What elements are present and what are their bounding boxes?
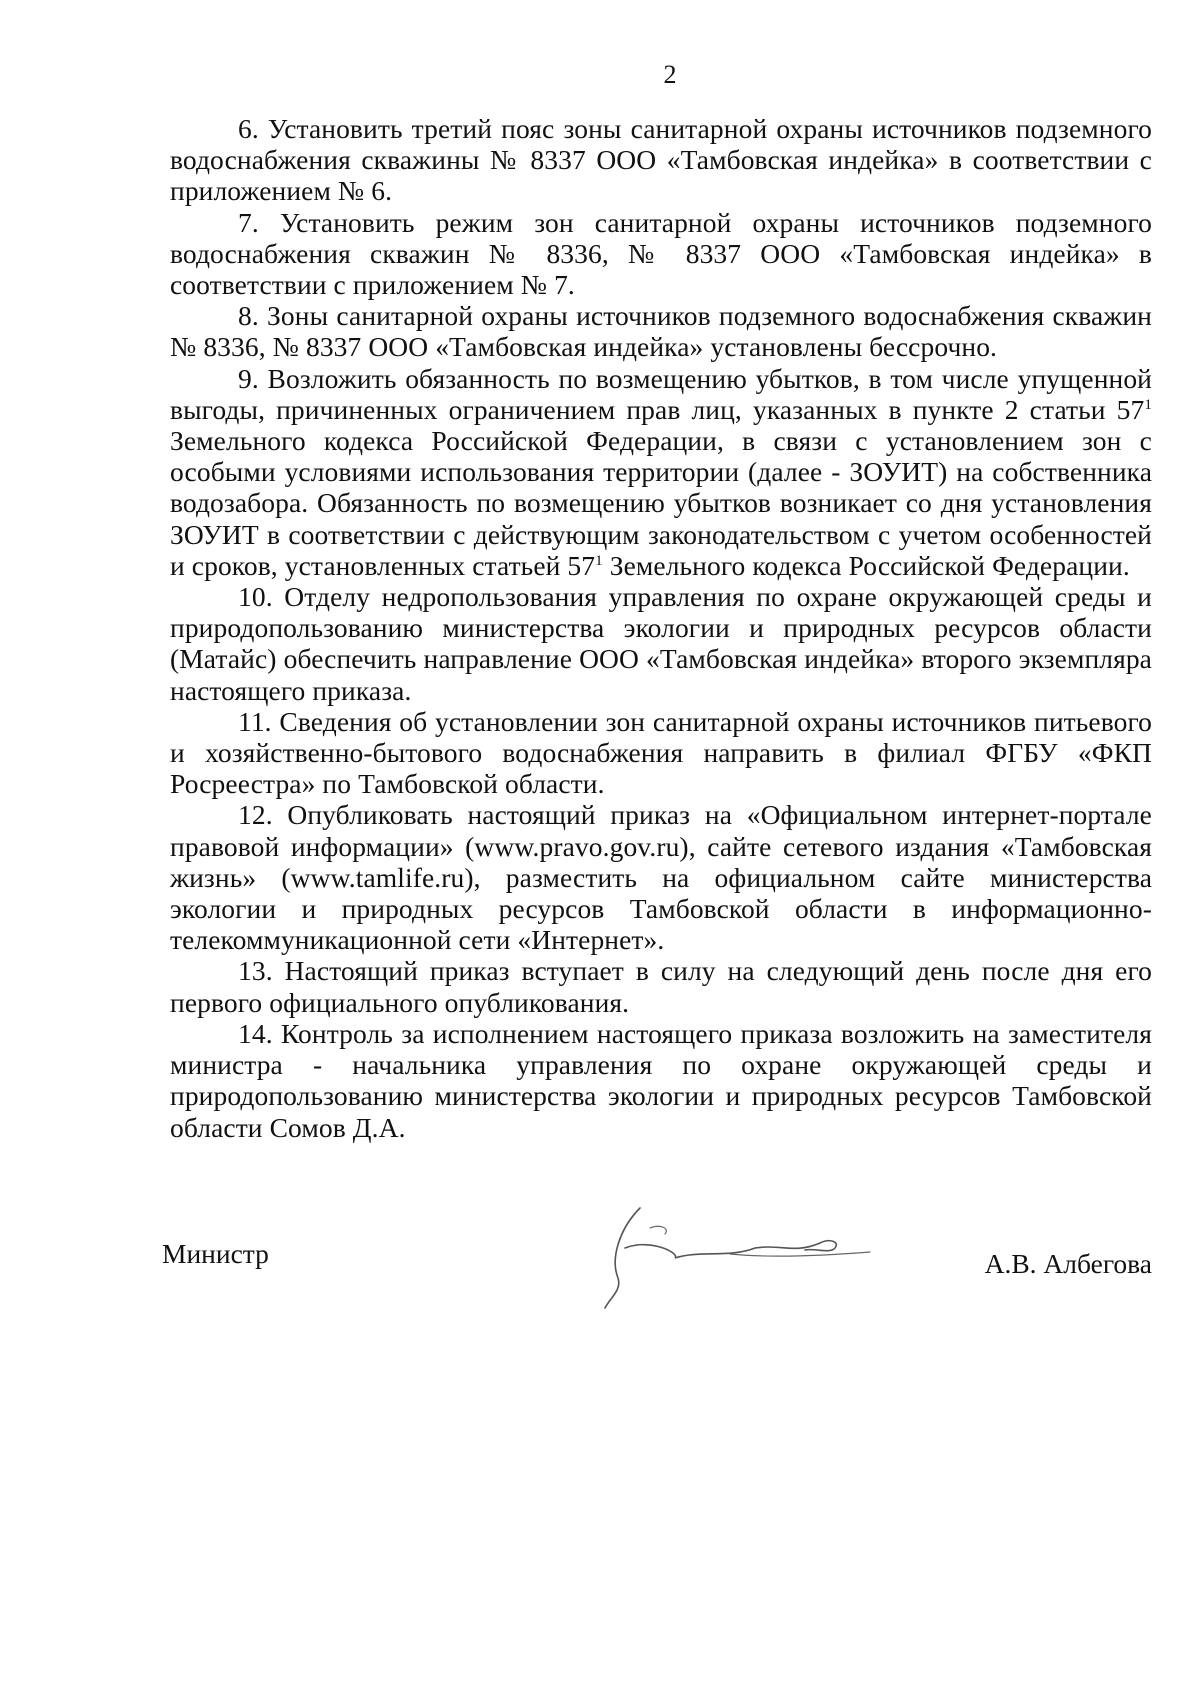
paragraph-11: 11. Сведения об установлении зон санитарной охраны источников питьевого и хозяйственно-бытового водоснабжения направить в филиал ФГБУ «ФКП Росреестра» по Тамбовской области. bbox=[170, 705, 1152, 800]
document-body bbox=[170, 113, 1152, 1143]
paragraph-10: 10. Отделу недропользования управления по охране окружающей среды и природопользованию министерства экологии и природных ресурсов области (Матайс) обеспечить направление ООО «Тамбовская индейка» второго экземпляра настоящего приказа. bbox=[170, 581, 1152, 706]
handwritten-signature bbox=[580, 1198, 880, 1318]
paragraph-8: 8. Зоны санитарной охраны источников подземного водоснабжения скважин № 8336, № 8337 ООО «Тамбовская индейка» установлены бессрочно. bbox=[170, 300, 1152, 363]
paragraph-14: 14. Контроль за исполнением настоящего приказа возложить на заместителя министра - начальника управления по охране окружающей среды и природопользованию министерства экологии и природных ресурсов Тамбовской области Сомов Д.А. bbox=[170, 1017, 1152, 1143]
paragraph-9-part-2: Земельного кодекса Российской Федерации, в связи с установлением зон с особыми условиями использования территории (далее - ЗОУИТ) на собственника водозабора. Обязанность по возмещению убытков возникает со дня установления ЗОУИТ в соответствии с действующим законодательством с учетом особенностей и сроков, установленных статьей 57 bbox=[170, 425, 1152, 581]
superscript-2: 1 bbox=[595, 552, 603, 569]
paragraph-6: 6. Установить третий пояс зоны санитарной охраны источников подземного водоснабжения скважины № 8337 ООО «Тамбовская индейка» в соответствии с приложением № 6. bbox=[170, 113, 1152, 207]
signature-stroke-main bbox=[605, 1208, 836, 1308]
signatory-title: Министр bbox=[162, 1238, 269, 1269]
paragraph-9-part-3: Земельного кодекса Российской Федерации. bbox=[602, 549, 1130, 581]
paragraph-13: 13. Настоящий приказ вступает в силу на следующий день после дня его первого официального опубликования. bbox=[170, 955, 1152, 1018]
paragraph-9-part-1: 9. Возложить обязанность по возмещению убытков, в том числе упущенной выгоды, причиненных ограничением прав лиц, указанных в пункте 2 статьи 57 bbox=[170, 362, 1152, 425]
signatory-name: А.В. Албегова bbox=[984, 1248, 1152, 1279]
signature-stroke-tail bbox=[650, 1226, 870, 1256]
signature-block bbox=[160, 1238, 1152, 1368]
paragraph-7: 7. Установить режим зон санитарной охраны источников подземного водоснабжения скважин № 8336, № 8337 ООО «Тамбовская индейка» в соответствии с приложением № 7. bbox=[170, 206, 1152, 301]
paragraph-9 bbox=[170, 363, 1152, 581]
page-number: 2 bbox=[663, 60, 677, 89]
paragraph-12: 12. Опубликовать настоящий приказ на «Официальном интернет-портале правовой информации» (www.pravo.gov.ru), сайте сетевого издания «Тамбовская жизнь» (www.tamlife.ru), разместить на официальном сайте министерства экологии и природных ресурсов Тамбовской области в информационно-телекоммуникационной сети «Интернет». bbox=[170, 799, 1152, 956]
superscript-1: 1 bbox=[1144, 396, 1152, 413]
